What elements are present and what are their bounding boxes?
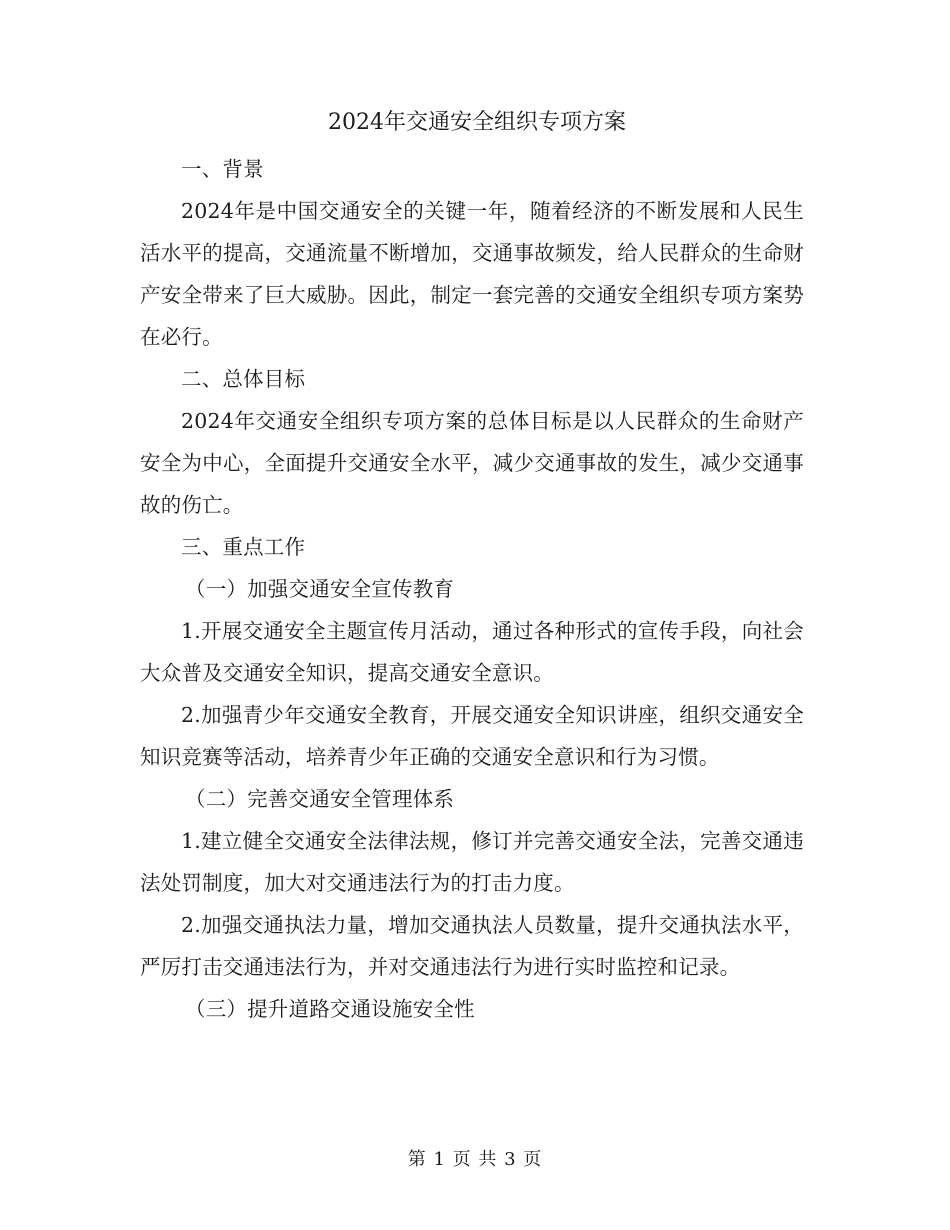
paragraph-item-2: 2.加强交通执法力量，增加交通执法人员数量，提升交通执法水平，严厉打击交通违法行为，并对交通违法行为进行实时监控和记录。 (140, 913, 804, 979)
section-heading-background: 一、背景 (181, 157, 264, 181)
paragraph-item-1: 1.建立健全交通安全法律法规，修订并完善交通安全法，完善交通违法处罚制度，加大对交通违法行为的打击力度。 (140, 829, 804, 895)
paragraph-goal: 2024年交通安全组织专项方案的总体目标是以人民群众的生命财产安全为中心，全面提升交通安全水平，减少交通事故的发生，减少交通事故的伤亡。 (140, 409, 804, 517)
document-title: 2024年交通安全组织专项方案 (328, 110, 626, 135)
document-body (140, 104, 804, 1030)
paragraph-background: 2024年是中国交通安全的关键一年，随着经济的不断发展和人民生活水平的提高，交通流量不断增加，交通事故频发，给人民群众的生命财产安全带来了巨大威胁。因此，制定一套完善的交通安全组织专项方案势在必行。 (140, 199, 804, 349)
paragraph-item-1: 1.开展交通安全主题宣传月活动，通过各种形式的宣传手段，向社会大众普及交通安全知识，提高交通安全意识。 (140, 619, 804, 685)
subheading-road-facilities: （三）提升道路交通设施安全性 (185, 997, 475, 1021)
page-number-footer: 第 1 页 共 3 页 (407, 1149, 543, 1170)
section-heading-key-work: 三、重点工作 (181, 535, 306, 559)
section-heading-goal: 二、总体目标 (181, 367, 306, 391)
paragraph-item-2: 2.加强青少年交通安全教育，开展交通安全知识讲座，组织交通安全知识竞赛等活动，培养青少年正确的交通安全意识和行为习惯。 (140, 703, 804, 769)
subheading-publicity-education: （一）加强交通安全宣传教育 (185, 577, 455, 601)
subheading-management-system: （二）完善交通安全管理体系 (185, 787, 455, 811)
